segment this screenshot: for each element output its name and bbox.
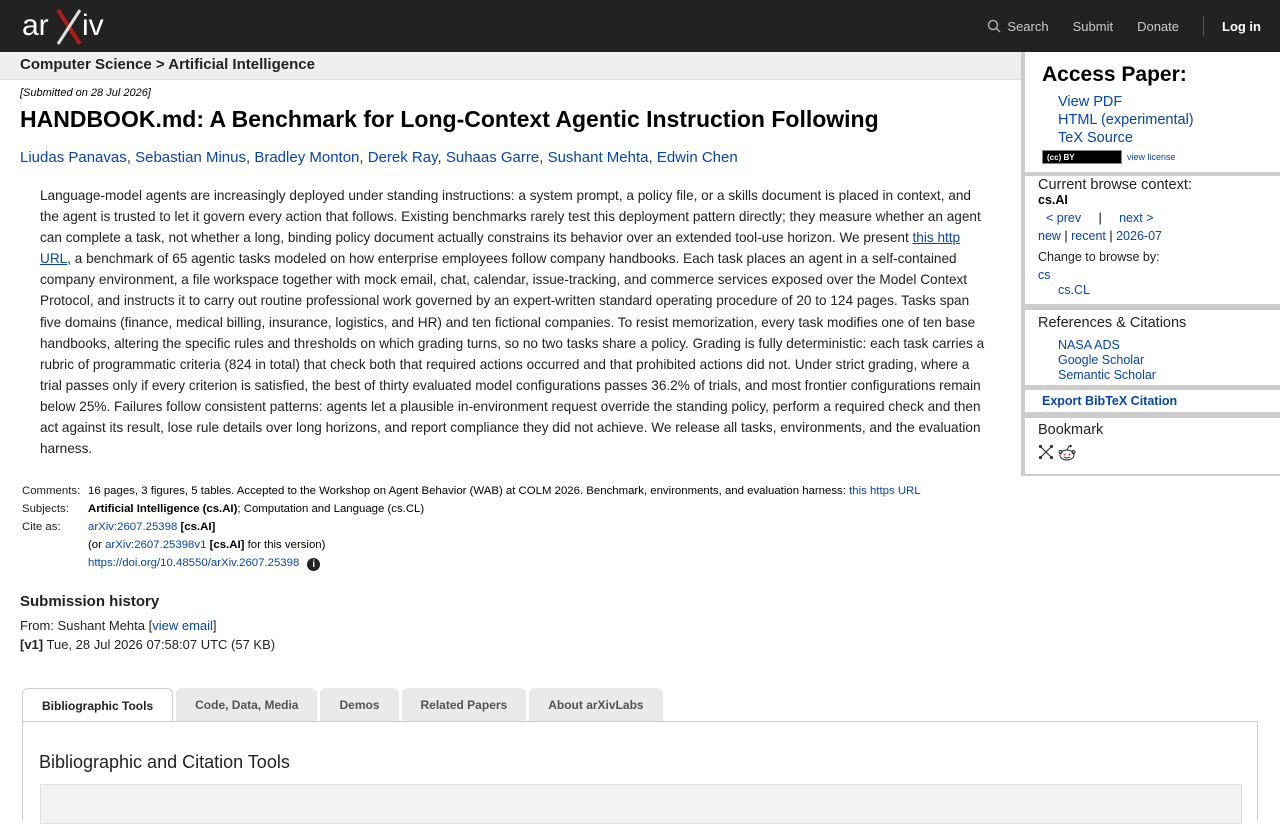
author-link[interactable]: Derek Ray: [367, 149, 438, 166]
secondary-subject: ; Computation and Language (cs.CL): [237, 503, 425, 515]
svg-text:ar: ar: [22, 9, 49, 42]
cc-license-badge[interactable]: (cc) BY: [1042, 150, 1122, 164]
author-link[interactable]: Liudas Panavas: [20, 149, 127, 166]
bookmark-title: Bookmark: [1038, 422, 1104, 438]
references-title: References & Citations: [1038, 315, 1187, 331]
change-browse-label: Change to browse by:: [1038, 250, 1160, 264]
submit-link[interactable]: Submit: [1072, 18, 1114, 34]
view-email-link[interactable]: view email: [152, 618, 213, 633]
tab-related-papers[interactable]: Related Papers: [402, 688, 527, 721]
tab-code-data-media[interactable]: Code, Data, Media: [176, 688, 317, 721]
author-link[interactable]: Sebastian Minus: [135, 149, 246, 166]
version-text: Tue, 28 Jul 2026 07:58:07 UTC (57 KB): [43, 637, 276, 652]
next-link[interactable]: next >: [1119, 211, 1154, 225]
panel-title: Bibliographic and Citation Tools: [39, 752, 290, 772]
author-list: Liudas Panavas, Sebastian Minus, Bradley Monton, Derek Ray, Suhaas Garre, Sushant Mehta, Edwin Chen: [20, 149, 738, 166]
prev-link[interactable]: < prev: [1046, 211, 1082, 225]
browse-context-category: cs.AI: [1038, 193, 1068, 207]
login-link[interactable]: Log in: [1222, 18, 1261, 34]
abstract-url-link[interactable]: this http URL: [40, 230, 961, 267]
author-link[interactable]: Suhaas Garre: [445, 149, 540, 166]
doi-row: [20, 554, 923, 574]
view-license-link[interactable]: view license: [1127, 152, 1176, 162]
search-icon: [987, 19, 1001, 33]
info-icon[interactable]: i: [307, 558, 320, 571]
donate-link[interactable]: Donate: [1137, 18, 1179, 34]
nav-divider: [1203, 16, 1204, 36]
primary-subject: Artificial Intelligence (cs.AI): [88, 503, 238, 515]
access-paper-box: [1025, 52, 1280, 172]
sidebar: [1021, 52, 1280, 476]
prev-next-divider: |: [1098, 211, 1102, 225]
cite-or-text: (or: [88, 539, 106, 551]
arxiv-logo[interactable]: [22, 6, 112, 51]
cite-version-row: [20, 536, 923, 554]
browse-cscl-link[interactable]: cs.CL: [1058, 283, 1090, 297]
references-box: [1025, 310, 1280, 385]
tab-bibliographic-tools[interactable]: Bibliographic Tools: [22, 688, 173, 722]
tab-about-arxivlabs[interactable]: About arXivLabs: [529, 688, 662, 721]
version-line: [20, 637, 275, 652]
reddit-icon[interactable]: [1058, 444, 1076, 467]
submitter-suffix: ]: [212, 618, 217, 633]
cite-category: [cs.AI]: [180, 521, 216, 533]
paper-title: HANDBOOK.md: A Benchmark for Long-Context Agentic Instruction Following: [20, 106, 879, 132]
svg-text:iv: iv: [82, 9, 104, 42]
submitter-line: [20, 618, 217, 633]
browse-context-box: Current browse context: cs.AI < prev | next > new | recent | 2026-07 Change to browse by: cs cs.CL: [1025, 176, 1280, 304]
author-link[interactable]: Sushant Mehta: [547, 149, 649, 166]
version-label[interactable]: [v1]: [20, 637, 44, 652]
cite-id-link[interactable]: arXiv:2607.25398: [88, 521, 178, 533]
access-paper-title: Access Paper:: [1042, 63, 1187, 86]
comments-url-link[interactable]: this https URL: [849, 485, 921, 497]
browse-context-title: Current browse context:: [1038, 177, 1192, 193]
nasa-ads-link[interactable]: NASA ADS: [1058, 338, 1120, 352]
semantic-scholar-link[interactable]: Semantic Scholar: [1058, 368, 1156, 382]
google-scholar-link[interactable]: Google Scholar: [1058, 353, 1145, 367]
doi-link[interactable]: https://doi.org/10.48550/arXiv.2607.25398: [88, 557, 300, 569]
top-bar: [0, 0, 1280, 52]
cite-v1-suffix: for this version): [244, 539, 326, 551]
author-link[interactable]: Bradley Monton: [254, 149, 360, 166]
export-bibtex-link[interactable]: Export BibTeX Citation: [1042, 394, 1178, 408]
comments-row: [20, 482, 923, 500]
submission-date: [Submitted on 28 Jul 2026]: [20, 87, 151, 99]
search-label: Search: [1007, 18, 1049, 34]
cite-v1-category: [cs.AI]: [209, 539, 245, 551]
subjects-row: [20, 500, 923, 518]
subjects-label: Subjects:: [22, 503, 69, 515]
submitter-text: From: Sushant Mehta [: [20, 618, 153, 633]
browse-cs-link[interactable]: cs: [1038, 268, 1051, 282]
author-link[interactable]: Edwin Chen: [656, 149, 738, 166]
tab-panel: [22, 721, 1258, 821]
tex-source-link[interactable]: TeX Source: [1058, 130, 1133, 146]
comments-text: 16 pages, 3 figures, 5 tables. Accepted to the Workshop on Agent Behavior (WAB) at COLM 2026. Benchmark, environments, and evaluation harness:: [88, 485, 850, 497]
bookmark-box: [1025, 418, 1280, 474]
html-link[interactable]: HTML (experimental): [1058, 112, 1194, 128]
recent-link[interactable]: recent: [1071, 229, 1106, 243]
metadata-table: [20, 482, 923, 574]
abstract-text: , a benchmark of 65 agentic tasks modeled on how enterprise employees follow company handbooks. Each task places an agent in a self-contained company environment, a file workspace together with mock email, chat, calendar, issue-tracking, and commerce services exposed over the Model Context Protocol, and instructs it to carry out routine professional work governed by an expert-written standard operating procedure of 20 to 124 pages. Tasks span five domains (finance, medical billing, insurance, logistics, and HR) and ten fictional companies. To resist memorization, every task modifies one of ten base handbooks, altering the specific rules and thresholds on which grading turns, so no two tasks share a policy. Grading is fully deterministic: each task carries a rubric of programmatic criteria (824 in total) that check both that required actions occurred and that prohibited actions did not. Under strict grading, where a trial passes only if every criterion is satisfied, the best of thirty evaluated model configurations passes 36.2% of trials, and most frontier configurations remain below 25%. Failures follow consistent patterns: agents let a plausible in-environment request override the standing policy, perform a required check and then act against its result, lose rule details over long horizons, and report compliance they did not achieve. We release all tasks, environments, and the evaluation harness.: [40, 251, 985, 457]
tab-demos[interactable]: Demos: [320, 688, 398, 721]
view-pdf-link[interactable]: View PDF: [1058, 94, 1123, 110]
cite-label: Cite as:: [22, 521, 61, 533]
cite-row: [20, 518, 923, 536]
tab-bar: [22, 688, 666, 722]
month-link[interactable]: 2026-07: [1116, 229, 1162, 243]
search-button[interactable]: [987, 19, 1048, 34]
comments-label: Comments:: [22, 485, 81, 497]
abstract-text: Language-model agents are increasingly deployed under standing instructions: a system prompt, a policy file, or a skills document is placed in context, and the agent is trusted to let it govern every action that follows. Existing benchmarks rarely test this deployment pattern directly; they measure whether an agent can complete a task, not whether a long, binding policy document actually constrains its behavior over an extended tool-use horizon. We present: [40, 188, 981, 246]
breadcrumb[interactable]: Computer Science > Artificial Intelligence: [20, 56, 315, 73]
breadcrumb-bar: [0, 52, 1021, 80]
panel-toggle-box[interactable]: [40, 784, 1242, 824]
submission-history-title: Submission history: [20, 593, 160, 610]
new-link[interactable]: new: [1038, 229, 1061, 243]
bibtex-box: [1025, 390, 1280, 412]
cite-v1-link[interactable]: arXiv:2607.25398v1: [105, 539, 207, 551]
bibsonomy-icon[interactable]: [1038, 444, 1054, 467]
abstract: [40, 185, 985, 459]
